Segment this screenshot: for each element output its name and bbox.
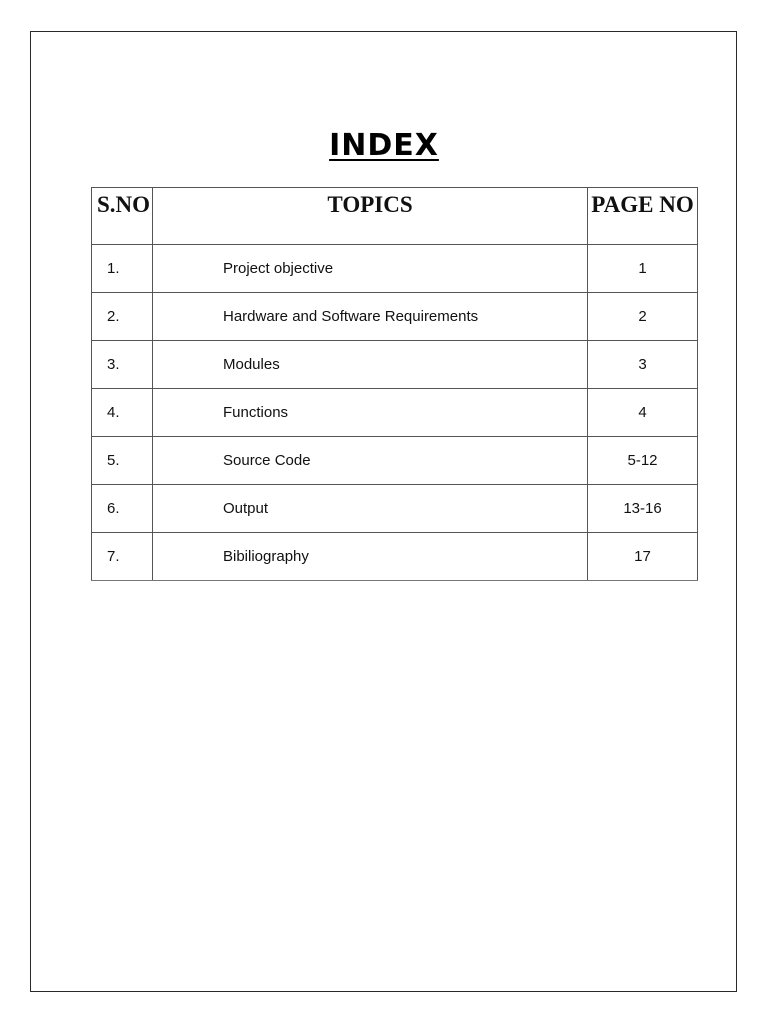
table-row bbox=[92, 341, 698, 389]
row-topic: Bibiliography bbox=[153, 533, 588, 581]
index-title-text: INDEX bbox=[329, 128, 439, 163]
row-page: 3 bbox=[588, 341, 698, 389]
index-table bbox=[91, 187, 698, 581]
row-sno: 1. bbox=[92, 245, 153, 293]
row-page: 1 bbox=[588, 245, 698, 293]
row-sno: 7. bbox=[92, 533, 153, 581]
table-row bbox=[92, 389, 698, 437]
row-page: 2 bbox=[588, 293, 698, 341]
header-sno: S.NO bbox=[92, 188, 153, 245]
row-page: 5-12 bbox=[588, 437, 698, 485]
table-row bbox=[92, 293, 698, 341]
row-topic: Modules bbox=[153, 341, 588, 389]
row-topic: Output bbox=[153, 485, 588, 533]
row-page: 13-16 bbox=[588, 485, 698, 533]
table-row bbox=[92, 485, 698, 533]
row-sno: 3. bbox=[92, 341, 153, 389]
header-topics: TOPICS bbox=[153, 188, 588, 245]
table-row bbox=[92, 245, 698, 293]
row-sno: 6. bbox=[92, 485, 153, 533]
row-topic: Project objective bbox=[153, 245, 588, 293]
page-title bbox=[0, 128, 768, 163]
row-sno: 2. bbox=[92, 293, 153, 341]
row-sno: 4. bbox=[92, 389, 153, 437]
table-header-row bbox=[92, 188, 698, 245]
row-sno: 5. bbox=[92, 437, 153, 485]
row-topic: Functions bbox=[153, 389, 588, 437]
header-page-no: PAGE NO bbox=[588, 188, 698, 245]
table-row bbox=[92, 533, 698, 581]
row-topic: Hardware and Software Requirements bbox=[153, 293, 588, 341]
row-page: 17 bbox=[588, 533, 698, 581]
row-topic: Source Code bbox=[153, 437, 588, 485]
row-page: 4 bbox=[588, 389, 698, 437]
table-row bbox=[92, 437, 698, 485]
